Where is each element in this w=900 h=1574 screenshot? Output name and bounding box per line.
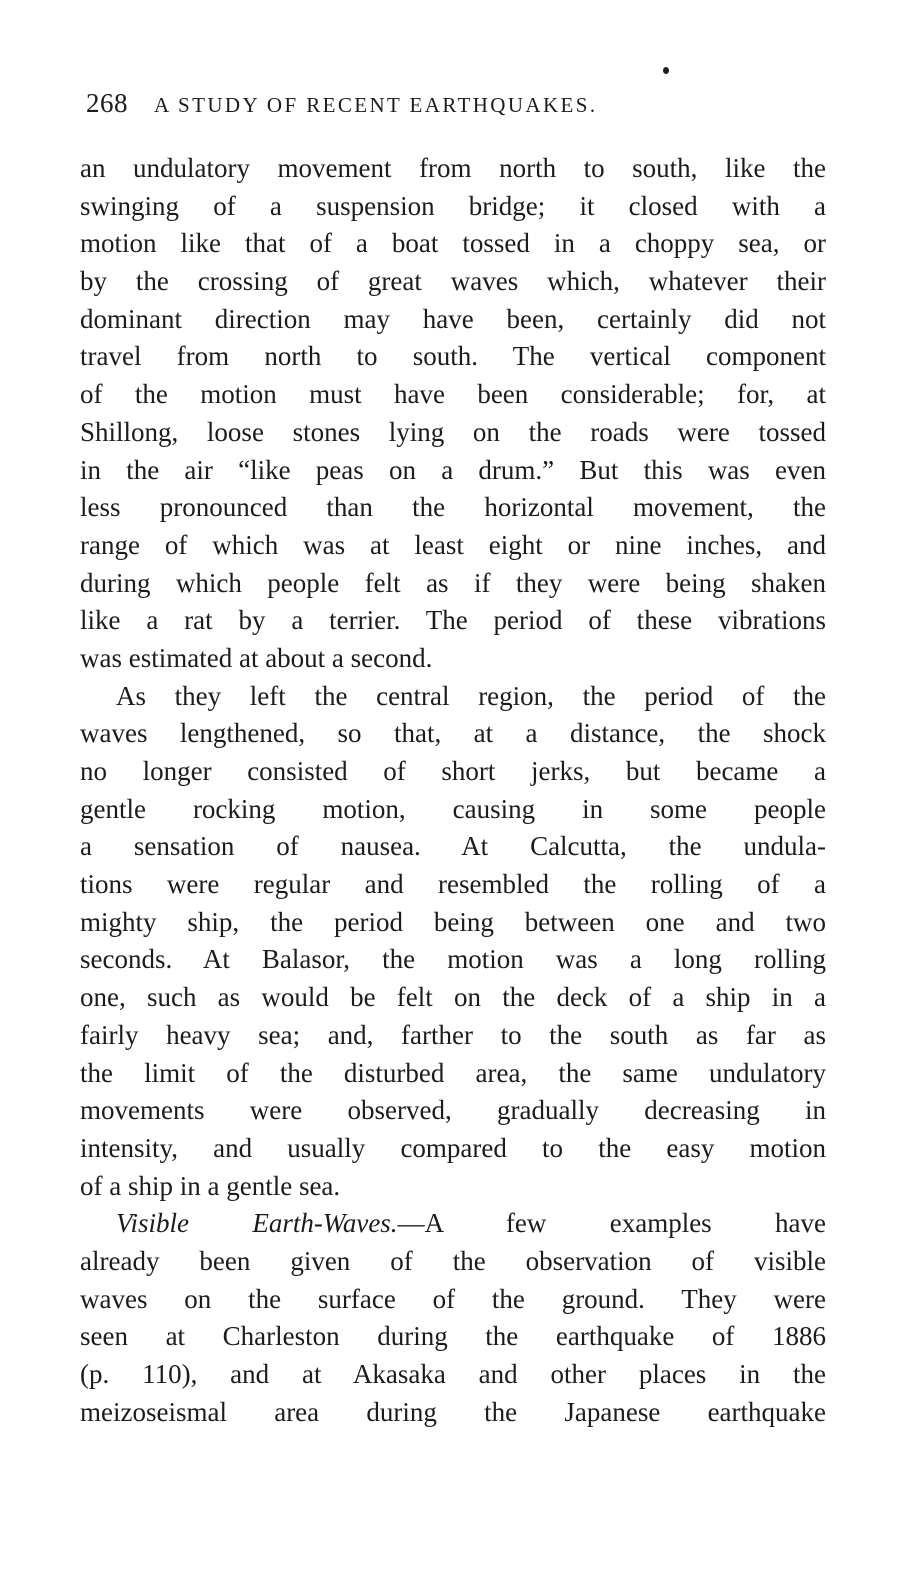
text-line: tions were regular and resembled the rolling of a: [80, 869, 826, 900]
text-line: dominant direction may have been, certainly did not: [80, 303, 826, 334]
page-header: [86, 88, 826, 128]
text-line: the limit of the disturbed area, the same undulatory: [80, 1057, 826, 1088]
text-line: like a rat by a terrier. The period of these vibrations: [80, 605, 826, 636]
text-line: no longer consisted of short jerks, but became a: [80, 756, 826, 786]
text-line: in the air “like peas on a drum.” But this was even: [80, 454, 826, 485]
text-line: seconds. At Balasor, the motion was a long rolling: [80, 944, 826, 975]
text-line: by the crossing of great waves which, whatever their: [80, 266, 826, 297]
text-line: waves on the surface of the ground. They were: [80, 1283, 826, 1314]
text-line: fairly heavy sea; and, farther to the south as far as: [80, 1019, 826, 1050]
text-line: waves lengthened, so that, at a distance, the shock: [80, 718, 826, 749]
text-line: one, such as would be felt on the deck of a ship in a: [80, 982, 826, 1013]
text-line: [80, 1205, 826, 1243]
text-line: mighty ship, the period being between one and two: [80, 906, 826, 937]
text-line: range of which was at least eight or nine inches, and: [80, 529, 826, 560]
text-line: already been given of the observation of visible: [80, 1245, 826, 1276]
text-line: (p. 110), and at Akasaka and other places in the: [80, 1359, 826, 1389]
text-line: less pronounced than the horizontal movement, the: [80, 492, 826, 523]
text-line: intensity, and usually compared to the easy motion: [80, 1132, 826, 1163]
ink-speck: [663, 67, 669, 74]
heading-continuation: —A few examples have: [397, 1208, 826, 1239]
text-line: during which people felt as if they were being shaken: [80, 567, 826, 598]
text-line: of the motion must have been considerable; for, at: [80, 379, 826, 410]
text-line: gentle rocking motion, causing in some people: [80, 793, 826, 824]
paragraph-1: [80, 150, 826, 678]
page-number: 268: [86, 88, 128, 118]
text-line: of a ship in a gentle sea.: [80, 1170, 341, 1201]
text-line: meizoseismal area during the Japanese earthquake: [80, 1396, 826, 1427]
text-line: a sensation of nausea. At Calcutta, the undula-: [80, 831, 826, 862]
text-line: was estimated at about a second.: [80, 642, 433, 673]
text-line: travel from north to south. The vertical component: [80, 341, 826, 372]
text-line: As they left the central region, the period of the: [116, 680, 826, 711]
text-line: movements were observed, gradually decreasing in: [80, 1095, 826, 1126]
paragraph-2: [80, 678, 826, 1206]
section-heading: Visible Earth-Waves.: [116, 1208, 398, 1239]
running-title: A STUDY OF RECENT EARTHQUAKES.: [154, 93, 598, 117]
body-text: [80, 150, 826, 1431]
text-line: seen at Charleston during the earthquake of 1886: [80, 1321, 826, 1352]
text-line: Shillong, loose stones lying on the roads were tossed: [80, 416, 826, 447]
text-line: an undulatory movement from north to south, like the: [80, 153, 826, 183]
paragraph-3: [80, 1205, 826, 1431]
text-line: motion like that of a boat tossed in a choppy sea, or: [80, 228, 826, 259]
text-line: swinging of a suspension bridge; it closed with a: [80, 190, 826, 221]
